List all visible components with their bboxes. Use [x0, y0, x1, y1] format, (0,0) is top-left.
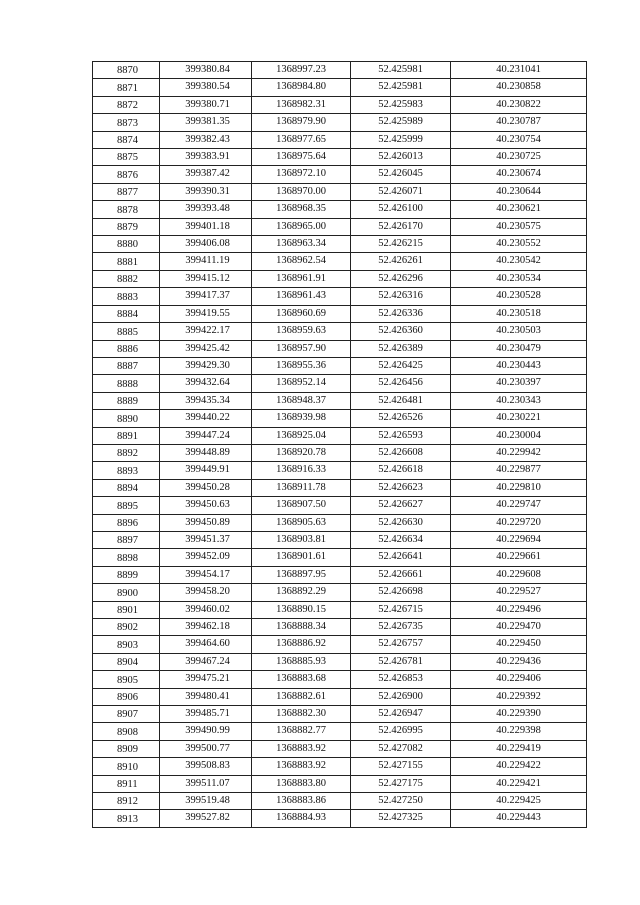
y-coordinate-cell: 1368885.93 [252, 653, 351, 670]
longitude-cell: 40.230542 [451, 253, 587, 270]
table-row [93, 549, 587, 566]
latitude-cell: 52.426045 [351, 166, 451, 183]
longitude-cell: 40.229810 [451, 479, 587, 496]
y-coordinate-cell: 1368984.80 [252, 79, 351, 96]
table-row [93, 514, 587, 531]
point-number-cell: 8907 [93, 706, 160, 723]
table-row [93, 166, 587, 183]
x-coordinate-cell: 399447.24 [160, 427, 252, 444]
x-coordinate-cell: 399451.37 [160, 531, 252, 548]
latitude-cell: 52.426853 [351, 671, 451, 688]
table-row [93, 410, 587, 427]
x-coordinate-cell: 399435.34 [160, 392, 252, 409]
table-row [93, 96, 587, 113]
point-number-cell: 8889 [93, 392, 160, 409]
x-coordinate-cell: 399383.91 [160, 149, 252, 166]
point-number-cell: 8893 [93, 462, 160, 479]
point-number-cell: 8899 [93, 566, 160, 583]
table-row [93, 444, 587, 461]
x-coordinate-cell: 399462.18 [160, 619, 252, 636]
y-coordinate-cell: 1368939.98 [252, 410, 351, 427]
y-coordinate-cell: 1368968.35 [252, 201, 351, 218]
table-row [93, 810, 587, 827]
y-coordinate-cell: 1368972.10 [252, 166, 351, 183]
point-number-cell: 8912 [93, 793, 160, 810]
longitude-cell: 40.229720 [451, 514, 587, 531]
y-coordinate-cell: 1368948.37 [252, 392, 351, 409]
point-number-cell: 8898 [93, 549, 160, 566]
x-coordinate-cell: 399527.82 [160, 810, 252, 827]
x-coordinate-cell: 399401.18 [160, 218, 252, 235]
latitude-cell: 52.425981 [351, 79, 451, 96]
longitude-cell: 40.230503 [451, 323, 587, 340]
point-number-cell: 8901 [93, 601, 160, 618]
latitude-cell: 52.426593 [351, 427, 451, 444]
latitude-cell: 52.426630 [351, 514, 451, 531]
x-coordinate-cell: 399511.07 [160, 775, 252, 792]
latitude-cell: 52.425981 [351, 62, 451, 79]
longitude-cell: 40.230004 [451, 427, 587, 444]
point-number-cell: 8908 [93, 723, 160, 740]
y-coordinate-cell: 1368963.34 [252, 236, 351, 253]
y-coordinate-cell: 1368903.81 [252, 531, 351, 548]
table-row [93, 653, 587, 670]
latitude-cell: 52.426698 [351, 584, 451, 601]
point-number-cell: 8882 [93, 270, 160, 287]
latitude-cell: 52.426425 [351, 357, 451, 374]
point-number-cell: 8896 [93, 514, 160, 531]
x-coordinate-cell: 399411.19 [160, 253, 252, 270]
latitude-cell: 52.426456 [351, 375, 451, 392]
point-number-cell: 8890 [93, 410, 160, 427]
x-coordinate-cell: 399393.48 [160, 201, 252, 218]
y-coordinate-cell: 1368892.29 [252, 584, 351, 601]
latitude-cell: 52.427155 [351, 758, 451, 775]
longitude-cell: 40.230518 [451, 305, 587, 322]
latitude-cell: 52.426481 [351, 392, 451, 409]
table-row [93, 288, 587, 305]
table-row [93, 183, 587, 200]
table-row [93, 793, 587, 810]
table-row [93, 706, 587, 723]
table-row [93, 323, 587, 340]
table-row [93, 357, 587, 374]
point-number-cell: 8895 [93, 497, 160, 514]
table-row [93, 775, 587, 792]
latitude-cell: 52.426296 [351, 270, 451, 287]
y-coordinate-cell: 1368920.78 [252, 444, 351, 461]
point-number-cell: 8878 [93, 201, 160, 218]
y-coordinate-cell: 1368883.80 [252, 775, 351, 792]
table-row [93, 131, 587, 148]
longitude-cell: 40.230754 [451, 131, 587, 148]
longitude-cell: 40.230534 [451, 270, 587, 287]
latitude-cell: 52.426336 [351, 305, 451, 322]
longitude-cell: 40.229661 [451, 549, 587, 566]
y-coordinate-cell: 1368957.90 [252, 340, 351, 357]
table-row [93, 149, 587, 166]
point-number-cell: 8891 [93, 427, 160, 444]
longitude-cell: 40.229425 [451, 793, 587, 810]
x-coordinate-cell: 399458.20 [160, 584, 252, 601]
longitude-cell: 40.230822 [451, 96, 587, 113]
latitude-cell: 52.426100 [351, 201, 451, 218]
table-row [93, 201, 587, 218]
table-row [93, 218, 587, 235]
latitude-cell: 52.426995 [351, 723, 451, 740]
table-row [93, 758, 587, 775]
y-coordinate-cell: 1368897.95 [252, 566, 351, 583]
point-number-cell: 8913 [93, 810, 160, 827]
table-row [93, 462, 587, 479]
latitude-cell: 52.426618 [351, 462, 451, 479]
point-number-cell: 8902 [93, 619, 160, 636]
latitude-cell: 52.425983 [351, 96, 451, 113]
table-row [93, 740, 587, 757]
x-coordinate-cell: 399519.48 [160, 793, 252, 810]
longitude-cell: 40.230858 [451, 79, 587, 96]
x-coordinate-cell: 399415.12 [160, 270, 252, 287]
x-coordinate-cell: 399452.09 [160, 549, 252, 566]
x-coordinate-cell: 399450.28 [160, 479, 252, 496]
x-coordinate-cell: 399485.71 [160, 706, 252, 723]
y-coordinate-cell: 1368883.86 [252, 793, 351, 810]
point-number-cell: 8885 [93, 323, 160, 340]
table-row [93, 392, 587, 409]
point-number-cell: 8892 [93, 444, 160, 461]
longitude-cell: 40.229470 [451, 619, 587, 636]
y-coordinate-cell: 1368905.63 [252, 514, 351, 531]
y-coordinate-cell: 1368882.77 [252, 723, 351, 740]
table-row [93, 619, 587, 636]
latitude-cell: 52.427082 [351, 740, 451, 757]
point-number-cell: 8874 [93, 131, 160, 148]
point-number-cell: 8897 [93, 531, 160, 548]
latitude-cell: 52.426641 [351, 549, 451, 566]
x-coordinate-cell: 399449.91 [160, 462, 252, 479]
coordinates-table [92, 61, 587, 828]
longitude-cell: 40.229527 [451, 584, 587, 601]
y-coordinate-cell: 1368901.61 [252, 549, 351, 566]
x-coordinate-cell: 399480.41 [160, 688, 252, 705]
point-number-cell: 8900 [93, 584, 160, 601]
table-row [93, 671, 587, 688]
point-number-cell: 8910 [93, 758, 160, 775]
point-number-cell: 8909 [93, 740, 160, 757]
point-number-cell: 8870 [93, 62, 160, 79]
y-coordinate-cell: 1368960.69 [252, 305, 351, 322]
x-coordinate-cell: 399425.42 [160, 340, 252, 357]
latitude-cell: 52.427325 [351, 810, 451, 827]
x-coordinate-cell: 399419.55 [160, 305, 252, 322]
table-row [93, 340, 587, 357]
longitude-cell: 40.230221 [451, 410, 587, 427]
latitude-cell: 52.426781 [351, 653, 451, 670]
table-row [93, 723, 587, 740]
longitude-cell: 40.229390 [451, 706, 587, 723]
latitude-cell: 52.426013 [351, 149, 451, 166]
y-coordinate-cell: 1368965.00 [252, 218, 351, 235]
latitude-cell: 52.426715 [351, 601, 451, 618]
latitude-cell: 52.426389 [351, 340, 451, 357]
point-number-cell: 8877 [93, 183, 160, 200]
longitude-cell: 40.230443 [451, 357, 587, 374]
longitude-cell: 40.230528 [451, 288, 587, 305]
point-number-cell: 8904 [93, 653, 160, 670]
table-row [93, 688, 587, 705]
latitude-cell: 52.427175 [351, 775, 451, 792]
y-coordinate-cell: 1368977.65 [252, 131, 351, 148]
longitude-cell: 40.229419 [451, 740, 587, 757]
x-coordinate-cell: 399387.42 [160, 166, 252, 183]
x-coordinate-cell: 399454.17 [160, 566, 252, 583]
latitude-cell: 52.426757 [351, 636, 451, 653]
point-number-cell: 8886 [93, 340, 160, 357]
table-row [93, 114, 587, 131]
x-coordinate-cell: 399381.35 [160, 114, 252, 131]
y-coordinate-cell: 1368970.00 [252, 183, 351, 200]
point-number-cell: 8887 [93, 357, 160, 374]
longitude-cell: 40.229443 [451, 810, 587, 827]
latitude-cell: 52.426360 [351, 323, 451, 340]
y-coordinate-cell: 1368997.23 [252, 62, 351, 79]
point-number-cell: 8873 [93, 114, 160, 131]
latitude-cell: 52.426071 [351, 183, 451, 200]
y-coordinate-cell: 1368882.61 [252, 688, 351, 705]
latitude-cell: 52.426900 [351, 688, 451, 705]
point-number-cell: 8894 [93, 479, 160, 496]
y-coordinate-cell: 1368982.31 [252, 96, 351, 113]
latitude-cell: 52.425999 [351, 131, 451, 148]
x-coordinate-cell: 399440.22 [160, 410, 252, 427]
x-coordinate-cell: 399382.43 [160, 131, 252, 148]
point-number-cell: 8903 [93, 636, 160, 653]
table-row [93, 427, 587, 444]
y-coordinate-cell: 1368888.34 [252, 619, 351, 636]
latitude-cell: 52.426215 [351, 236, 451, 253]
x-coordinate-cell: 399448.89 [160, 444, 252, 461]
table-row [93, 305, 587, 322]
x-coordinate-cell: 399450.89 [160, 514, 252, 531]
table-row [93, 236, 587, 253]
y-coordinate-cell: 1368883.92 [252, 758, 351, 775]
x-coordinate-cell: 399390.31 [160, 183, 252, 200]
y-coordinate-cell: 1368975.64 [252, 149, 351, 166]
table-row [93, 531, 587, 548]
point-number-cell: 8872 [93, 96, 160, 113]
x-coordinate-cell: 399432.64 [160, 375, 252, 392]
latitude-cell: 52.426316 [351, 288, 451, 305]
point-number-cell: 8905 [93, 671, 160, 688]
x-coordinate-cell: 399490.99 [160, 723, 252, 740]
table-row [93, 479, 587, 496]
x-coordinate-cell: 399406.08 [160, 236, 252, 253]
y-coordinate-cell: 1368959.63 [252, 323, 351, 340]
x-coordinate-cell: 399429.30 [160, 357, 252, 374]
point-number-cell: 8876 [93, 166, 160, 183]
x-coordinate-cell: 399467.24 [160, 653, 252, 670]
x-coordinate-cell: 399380.71 [160, 96, 252, 113]
y-coordinate-cell: 1368911.78 [252, 479, 351, 496]
latitude-cell: 52.426735 [351, 619, 451, 636]
y-coordinate-cell: 1368882.30 [252, 706, 351, 723]
latitude-cell: 52.426608 [351, 444, 451, 461]
longitude-cell: 40.229608 [451, 566, 587, 583]
longitude-cell: 40.229694 [451, 531, 587, 548]
latitude-cell: 52.426526 [351, 410, 451, 427]
latitude-cell: 52.426661 [351, 566, 451, 583]
point-number-cell: 8906 [93, 688, 160, 705]
longitude-cell: 40.230343 [451, 392, 587, 409]
y-coordinate-cell: 1368883.92 [252, 740, 351, 757]
point-number-cell: 8875 [93, 149, 160, 166]
y-coordinate-cell: 1368925.04 [252, 427, 351, 444]
table-row [93, 636, 587, 653]
latitude-cell: 52.426634 [351, 531, 451, 548]
longitude-cell: 40.229422 [451, 758, 587, 775]
longitude-cell: 40.230621 [451, 201, 587, 218]
longitude-cell: 40.229747 [451, 497, 587, 514]
x-coordinate-cell: 399475.21 [160, 671, 252, 688]
latitude-cell: 52.425989 [351, 114, 451, 131]
latitude-cell: 52.426261 [351, 253, 451, 270]
longitude-cell: 40.229942 [451, 444, 587, 461]
latitude-cell: 52.427250 [351, 793, 451, 810]
y-coordinate-cell: 1368955.36 [252, 357, 351, 374]
longitude-cell: 40.230674 [451, 166, 587, 183]
table-row [93, 497, 587, 514]
longitude-cell: 40.230552 [451, 236, 587, 253]
longitude-cell: 40.229406 [451, 671, 587, 688]
point-number-cell: 8881 [93, 253, 160, 270]
longitude-cell: 40.231041 [451, 62, 587, 79]
x-coordinate-cell: 399380.54 [160, 79, 252, 96]
longitude-cell: 40.229436 [451, 653, 587, 670]
x-coordinate-cell: 399500.77 [160, 740, 252, 757]
y-coordinate-cell: 1368952.14 [252, 375, 351, 392]
x-coordinate-cell: 399380.84 [160, 62, 252, 79]
table-row [93, 270, 587, 287]
point-number-cell: 8871 [93, 79, 160, 96]
longitude-cell: 40.229421 [451, 775, 587, 792]
longitude-cell: 40.229398 [451, 723, 587, 740]
table-row [93, 79, 587, 96]
x-coordinate-cell: 399464.60 [160, 636, 252, 653]
point-number-cell: 8911 [93, 775, 160, 792]
point-number-cell: 8888 [93, 375, 160, 392]
latitude-cell: 52.426170 [351, 218, 451, 235]
coordinates-table-body [93, 62, 587, 828]
y-coordinate-cell: 1368979.90 [252, 114, 351, 131]
longitude-cell: 40.229450 [451, 636, 587, 653]
table-row [93, 566, 587, 583]
longitude-cell: 40.230725 [451, 149, 587, 166]
latitude-cell: 52.426623 [351, 479, 451, 496]
longitude-cell: 40.230479 [451, 340, 587, 357]
longitude-cell: 40.229877 [451, 462, 587, 479]
table-row [93, 584, 587, 601]
longitude-cell: 40.230575 [451, 218, 587, 235]
point-number-cell: 8883 [93, 288, 160, 305]
y-coordinate-cell: 1368890.15 [252, 601, 351, 618]
point-number-cell: 8880 [93, 236, 160, 253]
x-coordinate-cell: 399417.37 [160, 288, 252, 305]
table-row [93, 253, 587, 270]
y-coordinate-cell: 1368962.54 [252, 253, 351, 270]
y-coordinate-cell: 1368916.33 [252, 462, 351, 479]
x-coordinate-cell: 399508.83 [160, 758, 252, 775]
y-coordinate-cell: 1368886.92 [252, 636, 351, 653]
longitude-cell: 40.230397 [451, 375, 587, 392]
y-coordinate-cell: 1368907.50 [252, 497, 351, 514]
table-row [93, 601, 587, 618]
table-row [93, 375, 587, 392]
x-coordinate-cell: 399460.02 [160, 601, 252, 618]
point-number-cell: 8884 [93, 305, 160, 322]
longitude-cell: 40.230644 [451, 183, 587, 200]
latitude-cell: 52.426947 [351, 706, 451, 723]
y-coordinate-cell: 1368961.91 [252, 270, 351, 287]
x-coordinate-cell: 399422.17 [160, 323, 252, 340]
latitude-cell: 52.426627 [351, 497, 451, 514]
table-row [93, 62, 587, 79]
longitude-cell: 40.229392 [451, 688, 587, 705]
longitude-cell: 40.230787 [451, 114, 587, 131]
x-coordinate-cell: 399450.63 [160, 497, 252, 514]
longitude-cell: 40.229496 [451, 601, 587, 618]
y-coordinate-cell: 1368884.93 [252, 810, 351, 827]
y-coordinate-cell: 1368883.68 [252, 671, 351, 688]
point-number-cell: 8879 [93, 218, 160, 235]
y-coordinate-cell: 1368961.43 [252, 288, 351, 305]
